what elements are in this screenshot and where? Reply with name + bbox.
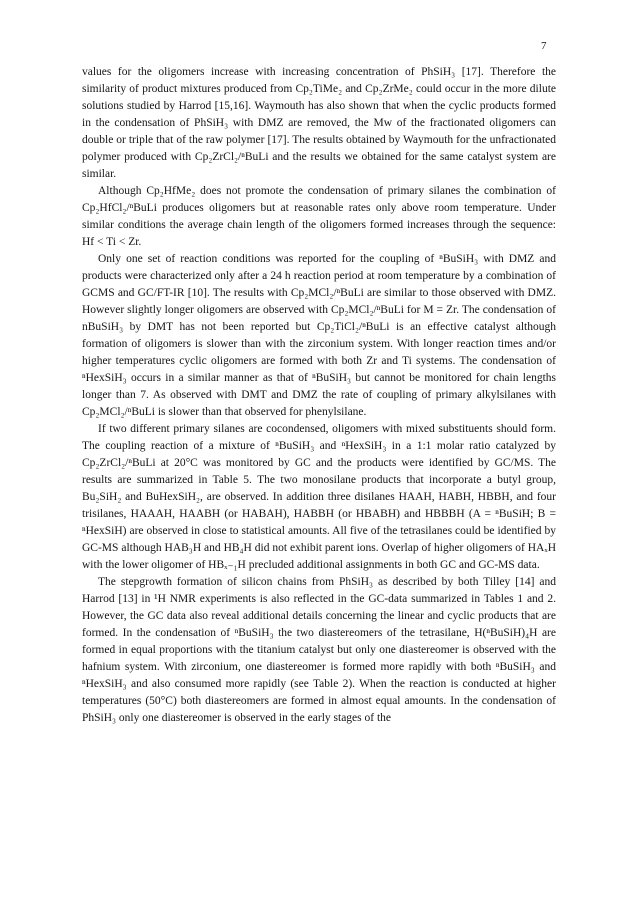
page-number: 7 [541, 40, 547, 52]
body-text [82, 64, 556, 727]
paragraph-5: The stepgrowth formation of silicon chains from PhSiH₃ as described by both Tilley [14] and Harrod [13] in ¹H NMR experiments is also reflected in the GC-data summarized in Tables 1 and 2. However, the GC data also reveal additional details concerning the linear and cyclic products that are formed. In the condensation of ⁿBuSiH₃ the two diastereomers of the tetrasilane, H(ⁿBuSiH)₄H are formed in equal proportions with the titanium catalyst but only one diastereomer is observed with the hafnium system. With zirconium, one diastereomer is formed more rapidly with both ⁿBuSiH₃ and ⁿHexSiH₃ and also consumed more rapidly (see Table 2). When the reaction is conducted at higher temperatures (50°C) both diastereomers are formed in almost equal amounts. In the condensation of PhSiH₃ only one diastereomer is observed in the early stages of the [82, 576, 556, 724]
paragraph-4: If two different primary silanes are cocondensed, oligomers with mixed substituents should form. The coupling reaction of a mixture of ⁿBuSiH₃ and ⁿHexSiH₃ in a 1:1 molar ratio catalyzed by Cp₂ZrCl₂/ⁿBuLi at 20°C was monitored by GC and the products were identified by GC/MS. The results are summarized in Table 5. The two monosilane products that incorporate a butyl group, Bu₂SiH₂ and BuHexSiH₂, are observed. In addition three disilanes HAAH, HABH, HBBH, and four trisilanes, HAAAH, HAABH (or HABAH), HABBH (or HBABH) and HBBBH (A = ⁿBuSiH; B = ⁿHexSiH) are observed in close to statistical amounts. All five of the tetrasilanes could be identified by GC-MS although HAB₃H and HB₄H did not exhibit parent ions. Overlap of higher oligomers of HAₓH with the lower oligomer of HBₓ₋₁H precluded additional assignments in both GC and GC-MS data. [82, 423, 556, 571]
paragraph-2: Although Cp₂HfMe₂ does not promote the condensation of primary silanes the combination of Cp₂HfCl₂/ⁿBuLi produces oligomers but at reasonable rates only above room temperature. Under similar conditions the average chain length of the oligomers formed increases through the sequence: Hf < Ti < Zr. [82, 185, 556, 248]
paragraph-3: Only one set of reaction conditions was reported for the coupling of ⁿBuSiH₃ with DMZ and products were characterized only after a 24 h reaction period at room temperature by a combination of GCMS and GC/FT-IR [10]. The results with Cp₂MCl₂/ⁿBuLi are similar to those observed with DMZ. However slightly longer oligomers are observed with Cp₂MCl₂/ⁿBuLi for M = Zr. The condensation of nBuSiH₃ by DMT has not been reported but Cp₂TiCl₂/ⁿBuLi is an effective catalyst although formation of oligomers is slower than with the zirconium system. With longer reaction times and/or higher temperatures cyclic oligomers are formed with both Zr and Ti systems. The condensation of ⁿHexSiH₃ occurs in a similar manner as that of ⁿBuSiH₃ but cannot be monitored for chain lengths longer than 7. As observed with DMT and DMZ the rate of coupling of primary alkylsilanes with Cp₂MCl₂/ⁿBuLi is slower than that observed for phenylsilane. [82, 253, 556, 418]
paragraph-1: values for the oligomers increase with increasing concentration of PhSiH₃ [17]. Therefore the similarity of product mixtures produced from Cp₂TiMe₂ and Cp₂ZrMe₂ could occur in the more dilute solutions studied by Harrod [15,16]. Waymouth has also shown that when the cyclic products formed in the condensation of PhSiH₃ with DMZ are removed, the Mw of the fractionated oligomers can double or triple that of the raw polymer [17]. The results obtained by Waymouth for the unfractionated polymer produced with Cp₂ZrCl₂/ⁿBuLi and the results we obtained for the same catalyst system are similar. [82, 66, 556, 180]
